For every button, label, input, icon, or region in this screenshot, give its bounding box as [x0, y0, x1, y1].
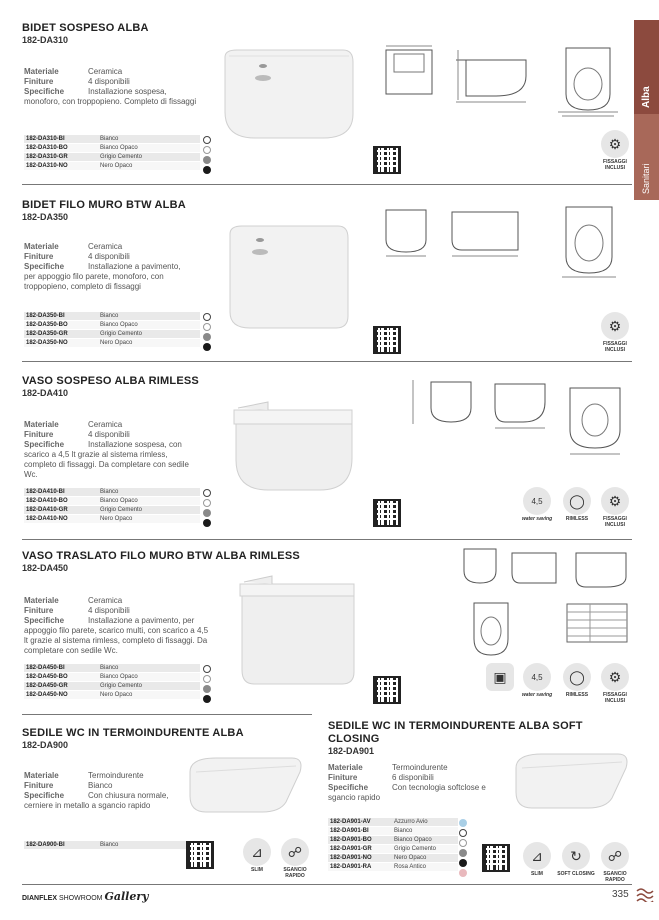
fissaggi-icon: ⚙ FISSAGGI INCLUSI — [598, 487, 632, 528]
spec-label: Materiale — [24, 67, 59, 76]
product-code: 182-DA350 — [22, 212, 69, 222]
table-row — [24, 673, 200, 682]
color-swatch-grigio — [203, 509, 211, 517]
bidet-filo-muro-image — [220, 220, 355, 332]
spec-value: Ceramica — [88, 242, 123, 251]
spec-continuation: monoforo, con troppopieno. Completo di fissaggi — [24, 97, 197, 106]
rimless-icon: ◯ RIMLESS — [560, 487, 594, 522]
product-sedile-alba — [22, 727, 312, 751]
spec-value: 4 disponibili — [88, 77, 130, 86]
spec-label: Materiale — [24, 596, 59, 605]
table-row — [24, 330, 200, 339]
spec-label: Materiale — [24, 242, 59, 251]
variant-name: Bianco — [98, 664, 200, 673]
table-row — [24, 841, 200, 850]
table-row — [24, 664, 200, 673]
qr-code — [482, 844, 510, 872]
spec-value: 4 disponibili — [88, 252, 130, 261]
variant-name: Grigio Cemento — [392, 845, 458, 854]
product-specs — [24, 596, 210, 656]
spec-value: Installazione a pavimento, per — [88, 616, 195, 625]
color-swatch-nero — [203, 343, 211, 351]
footer-brand-name: DIANFLEX — [22, 895, 57, 902]
spec-label: Materiale — [328, 763, 363, 772]
table-row — [328, 863, 458, 872]
spec-continuation: sgancio rapido — [328, 793, 381, 802]
qr-code — [373, 676, 401, 704]
bidet-sospeso-image — [215, 42, 360, 142]
soft-closing-icon: ↻ SOFT CLOSING — [556, 842, 596, 877]
variant-code: 182-DA901-BO — [328, 836, 392, 845]
table-row — [328, 818, 458, 827]
variant-table — [24, 664, 200, 700]
product-title: VASO SOSPESO ALBA RIMLESS — [22, 375, 199, 387]
table-row — [328, 854, 458, 863]
sedile-soft-closing-image — [508, 748, 634, 814]
icon-label: SLIM — [251, 867, 263, 873]
table-row — [24, 488, 200, 497]
technical-drawing-top — [550, 195, 630, 283]
variant-code: 182-DA901-AV — [328, 818, 392, 827]
side-tab-alba — [634, 20, 659, 114]
variant-name: Bianco Opaco — [98, 321, 200, 330]
variant-name: Nero Opaco — [392, 854, 458, 863]
color-swatch-bianco-opaco — [459, 839, 467, 847]
variant-code: 182-DA310-NO — [24, 162, 98, 171]
technical-drawing-top — [548, 34, 628, 118]
spec-label: Specifiche — [328, 783, 369, 792]
table-row — [24, 162, 200, 171]
footer-brand — [22, 890, 149, 903]
spec-value: Bianco — [88, 781, 113, 790]
product-code: 182-DA450 — [22, 563, 69, 573]
spec-value: Installazione sospesa, con — [88, 440, 182, 449]
product-code: 182-DA410 — [22, 388, 69, 398]
color-swatch-bianco-opaco — [203, 675, 211, 683]
variant-name: Grigio Cemento — [98, 330, 200, 339]
wave-logo-icon — [636, 886, 654, 902]
product-title: BIDET FILO MURO BTW ALBA — [22, 199, 186, 211]
color-swatch-bianco-opaco — [203, 323, 211, 331]
product-code: 182-DA900 — [22, 740, 69, 750]
water-saving-value: 4,5 — [531, 672, 543, 682]
color-swatch-bianco-opaco — [203, 146, 211, 154]
qr-code — [373, 146, 401, 174]
color-swatch-bianco — [459, 829, 467, 837]
variant-code: 182-DA410-BO — [24, 497, 98, 506]
product-title: SEDILE WC IN TERMOINDURENTE ALBA — [22, 727, 244, 739]
variant-name: Grigio Cemento — [98, 153, 200, 162]
variant-code: 182-DA901-RA — [328, 863, 392, 872]
table-row — [24, 312, 200, 321]
product-specs — [24, 420, 200, 480]
spec-value: Ceramica — [88, 67, 123, 76]
slim-icon: ⊿ SLIM — [520, 842, 554, 877]
spec-label: Specifiche — [24, 791, 65, 800]
variant-name: Grigio Cemento — [98, 506, 200, 515]
variant-table — [24, 841, 200, 850]
technical-drawing-top — [560, 368, 630, 458]
side-tab — [634, 20, 659, 194]
spec-continuation: appoggio filo parete, scarico multi, con scarico a 4,5 lt grazie al sistema rimless, completo di fissaggi. Da completare con sedile Wc. — [24, 626, 209, 655]
product-specs — [328, 763, 508, 803]
variant-name: Nero Opaco — [98, 162, 200, 171]
table-row — [24, 144, 200, 153]
variant-name: Bianco Opaco — [98, 497, 200, 506]
water-saving-icon — [520, 487, 554, 522]
divider — [22, 184, 632, 185]
color-swatch-bianco — [203, 136, 211, 144]
variant-code: 182-DA450-GR — [24, 682, 98, 691]
variant-table — [328, 818, 458, 872]
variant-table — [24, 312, 200, 348]
variant-code: 182-DA450-BO — [24, 673, 98, 682]
icon-label: RIMLESS — [565, 692, 589, 698]
variant-name: Bianco Opaco — [98, 673, 200, 682]
sedile-alba-image — [182, 752, 308, 818]
variant-code: 182-DA350-BO — [24, 321, 98, 330]
spec-label: Finiture — [24, 606, 54, 615]
spec-value: Ceramica — [88, 596, 123, 605]
color-swatch-bianco — [203, 313, 211, 321]
spec-label: Materiale — [24, 420, 59, 429]
variant-code: 182-DA450-BI — [24, 664, 98, 673]
variant-code: 182-DA350-GR — [24, 330, 98, 339]
technical-drawing-top — [466, 595, 516, 661]
variant-name: Bianco — [98, 312, 200, 321]
variant-code: 182-DA350-NO — [24, 339, 98, 348]
variant-code: 182-DA350-BI — [24, 312, 98, 321]
spec-label: Finiture — [24, 781, 54, 790]
color-swatch-nero — [203, 519, 211, 527]
product-title: SEDILE WC IN TERMOINDURENTE ALBA SOFT CLOSING — [328, 720, 583, 745]
spec-label: Materiale — [24, 771, 59, 780]
spec-label: Finiture — [24, 77, 54, 86]
rimless-icon: ◯ RIMLESS — [560, 663, 594, 698]
color-swatch-bianco — [203, 665, 211, 673]
footer-showroom: SHOWROOM — [58, 895, 103, 902]
table-row — [24, 153, 200, 162]
table-row — [328, 836, 458, 845]
vaso-sospeso-image — [228, 398, 358, 498]
floor-drain-icon: ▣ — [483, 663, 517, 691]
color-swatch-nero — [203, 695, 211, 703]
icon-label: FISSAGGI INCLUSI — [603, 516, 627, 528]
technical-drawing — [405, 372, 555, 432]
variant-name: Bianco Opaco — [98, 144, 200, 153]
spec-value: Termoindurente — [88, 771, 144, 780]
spec-value: 4 disponibili — [88, 606, 130, 615]
variant-code: 182-DA901-GR — [328, 845, 392, 854]
color-swatch-grigio — [203, 156, 211, 164]
variant-name: Nero Opaco — [98, 339, 200, 348]
table-row — [24, 497, 200, 506]
sgancio-rapido-icon: ☍ SGANCIO RAPIDO — [278, 838, 312, 879]
table-row — [328, 827, 458, 836]
spec-label: Specifiche — [24, 440, 65, 449]
table-row — [24, 506, 200, 515]
spec-label: Specifiche — [24, 262, 65, 271]
spec-continuation: cerniere in metallo a sgancio rapido — [24, 801, 151, 810]
icon-label: FISSAGGI INCLUSI — [603, 341, 627, 353]
product-title: BIDET SOSPESO ALBA — [22, 22, 149, 34]
water-saving-value: 4,5 — [531, 496, 543, 506]
variant-code: 182-DA310-GR — [24, 153, 98, 162]
footer-divider — [22, 884, 632, 885]
product-specs — [24, 771, 194, 811]
variant-code: 182-DA900-BI — [24, 841, 98, 850]
technical-drawing — [376, 40, 531, 110]
color-swatch-grigio — [203, 685, 211, 693]
side-tab-sanitari-label: Sanitari — [641, 163, 651, 194]
product-specs — [24, 242, 200, 292]
qr-code — [186, 841, 214, 869]
variant-name: Bianco — [98, 488, 200, 497]
table-row — [24, 135, 200, 144]
technical-drawing — [456, 543, 632, 593]
icon-label: FISSAGGI INCLUSI — [603, 692, 627, 704]
divider — [22, 361, 632, 362]
table-row — [24, 691, 200, 700]
variant-name: Grigio Cemento — [98, 682, 200, 691]
variant-code: 182-DA310-BI — [24, 135, 98, 144]
spec-value: 6 disponibili — [392, 773, 434, 782]
variant-table — [24, 135, 200, 171]
variant-table — [24, 488, 200, 524]
variant-name: Rosa Antico — [392, 863, 458, 872]
sgancio-rapido-icon: ☍ SGANCIO RAPIDO — [598, 842, 632, 883]
fissaggi-icon: ⚙ FISSAGGI INCLUSI — [598, 130, 632, 171]
variant-name: Bianco Opaco — [392, 836, 458, 845]
spec-label: Finiture — [24, 430, 54, 439]
product-title: VASO TRASLATO FILO MURO BTW ALBA RIMLESS — [22, 550, 300, 562]
variant-code: 182-DA410-NO — [24, 515, 98, 524]
variant-code: 182-DA410-GR — [24, 506, 98, 515]
spec-value: Installazione a pavimento, — [88, 262, 181, 271]
product-code: 182-DA310 — [22, 35, 69, 45]
color-swatch-bianco-opaco — [203, 499, 211, 507]
spec-value: Installazione sospesa, — [88, 87, 167, 96]
icon-label: SOFT CLOSING — [557, 871, 595, 877]
qr-code — [373, 499, 401, 527]
product-specs — [24, 67, 200, 107]
variant-code: 182-DA310-BO — [24, 144, 98, 153]
color-swatch-nero — [459, 859, 467, 867]
color-swatch-rosa-antico — [459, 869, 467, 877]
spec-value: Termoindurente — [392, 763, 448, 772]
spec-label: Finiture — [328, 773, 358, 782]
spec-value: Con chiusura normale, — [88, 791, 169, 800]
icon-label: RIMLESS — [565, 516, 589, 522]
spec-value: Con tecnologia softclose e — [392, 783, 486, 792]
side-tab-alba-label: Alba — [641, 86, 652, 108]
variant-code: 182-DA450-NO — [24, 691, 98, 700]
icon-label: water saving — [521, 516, 553, 522]
variant-name: Bianco — [98, 841, 200, 850]
icon-label: FISSAGGI INCLUSI — [603, 159, 627, 171]
spec-continuation: scarico a 4,5 lt grazie al sistema rimless, completo di fissaggi. Da completare con sedile Wc. — [24, 450, 189, 479]
variant-name: Bianco — [392, 827, 458, 836]
table-row — [24, 339, 200, 348]
slim-icon: ⊿ SLIM — [240, 838, 274, 873]
technical-drawing — [378, 200, 538, 260]
color-swatch-grigio — [203, 333, 211, 341]
dimensions-table — [566, 603, 628, 643]
qr-code — [373, 326, 401, 354]
spec-continuation: per appoggio filo parete, monoforo, con troppopieno, completo di fissaggi — [24, 272, 164, 291]
divider — [22, 714, 312, 715]
icon-label: SGANCIO RAPIDO — [603, 871, 627, 883]
table-row — [24, 682, 200, 691]
spec-label: Specifiche — [24, 87, 65, 96]
color-swatch-nero — [203, 166, 211, 174]
variant-name: Azzurro Avio — [392, 818, 458, 827]
product-code: 182-DA901 — [328, 746, 375, 756]
water-saving-icon — [520, 663, 554, 698]
fissaggi-icon: ⚙ FISSAGGI INCLUSI — [598, 663, 632, 704]
table-row — [24, 321, 200, 330]
variant-name: Nero Opaco — [98, 515, 200, 524]
spec-value: 4 disponibili — [88, 430, 130, 439]
divider — [22, 539, 632, 540]
variant-code: 182-DA901-NO — [328, 854, 392, 863]
page-number: 335 — [612, 889, 629, 900]
footer-gallery-logo: Gallery — [104, 890, 149, 903]
variant-code: 182-DA901-BI — [328, 827, 392, 836]
icon-label: SGANCIO RAPIDO — [283, 867, 307, 879]
vaso-traslato-image — [232, 570, 362, 690]
spec-label: Finiture — [24, 252, 54, 261]
table-row — [24, 515, 200, 524]
side-tab-sanitari — [634, 114, 659, 200]
variant-code: 182-DA410-BI — [24, 488, 98, 497]
spec-value: Ceramica — [88, 420, 123, 429]
color-swatch-bianco — [203, 489, 211, 497]
variant-name: Nero Opaco — [98, 691, 200, 700]
color-swatch-azzurro-avio — [459, 819, 467, 827]
variant-name: Bianco — [98, 135, 200, 144]
spec-label: Specifiche — [24, 616, 65, 625]
table-row — [328, 845, 458, 854]
color-swatch-grigio — [459, 849, 467, 857]
icon-label: water saving — [521, 692, 553, 698]
fissaggi-icon: ⚙ FISSAGGI INCLUSI — [598, 312, 632, 353]
icon-label: SLIM — [531, 871, 543, 877]
